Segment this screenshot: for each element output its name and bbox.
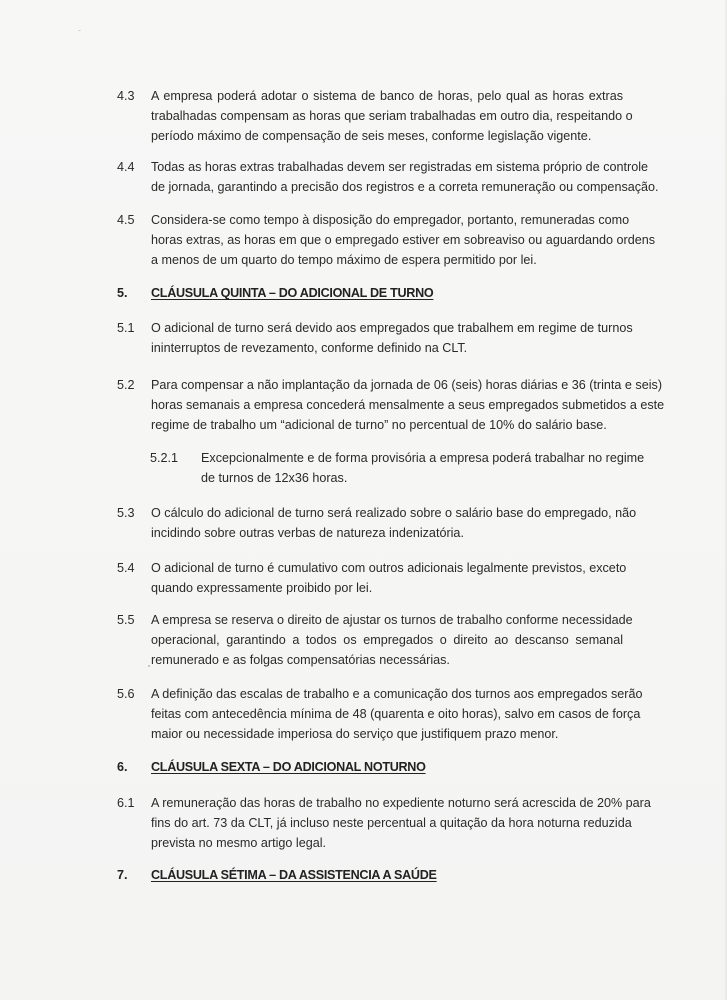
paragraph-text xyxy=(151,318,633,358)
clause-number: 7. xyxy=(117,868,128,882)
text-line: quando expressamente proibido por lei. xyxy=(151,581,373,595)
paragraph-number: 5.4 xyxy=(117,561,135,575)
text-line: operacional, garantindo a todos os empregados o direito ao descanso semanal xyxy=(151,633,623,647)
paragraph-text xyxy=(151,503,637,543)
paragraph-text xyxy=(151,558,627,598)
subparagraph-text xyxy=(201,448,645,488)
paragraph-number: 5.2 xyxy=(117,378,135,392)
paragraph-number: 5.3 xyxy=(117,506,135,520)
text-line: de jornada, garantindo a precisão dos registros e a correta remuneração ou compensação. xyxy=(151,180,659,194)
text-line: fins do art. 73 da CLT, já incluso neste percentual a quitação da hora noturna reduzida xyxy=(151,816,632,830)
text-line: ininterruptos de revezamento, conforme definido na CLT. xyxy=(151,341,468,355)
subparagraph-number: 5.2.1 xyxy=(150,451,179,465)
text-line: A empresa poderá adotar o sistema de banco de horas, pelo qual as horas extras xyxy=(151,89,623,103)
text-line: remunerado e as folgas compensatórias necessárias. xyxy=(151,653,450,667)
text-line: período máximo de compensação de seis meses, conforme legislação vigente. xyxy=(151,129,592,143)
text-line: prevista no mesmo artigo legal. xyxy=(151,836,326,850)
paragraph-text xyxy=(151,157,659,197)
text-line: regime de trabalho um “adicional de turno” no percentual de 10% do salário base. xyxy=(151,418,607,432)
text-line: A definição das escalas de trabalho e a comunicação dos turnos aos empregados serão xyxy=(151,687,643,701)
text-line: Excepcionalmente e de forma provisória a empresa poderá trabalhar no regime xyxy=(201,451,645,465)
text-line: horas semanais a empresa concederá mensalmente a seus empregados submetidos a este xyxy=(151,398,665,412)
text-line: O adicional de turno é cumulativo com outros adicionais legalmente previstos, exceto xyxy=(151,561,627,575)
text-line: de turnos de 12x36 horas. xyxy=(201,471,348,485)
text-line: A remuneração das horas de trabalho no expediente noturno será acrescida de 20% para xyxy=(151,796,651,810)
text-line: Todas as horas extras trabalhadas devem ser registradas em sistema próprio de controle xyxy=(151,160,648,174)
paragraph-text xyxy=(151,86,633,146)
paragraph-text xyxy=(151,210,656,270)
text-line: feitas com antecedência mínima de 48 (quarenta e oito horas), salvo em casos de força xyxy=(151,707,641,721)
clause-number: 5. xyxy=(117,286,128,300)
text-line: trabalhadas compensam as horas que seriam trabalhadas em outro dia, respeitando o xyxy=(151,109,633,123)
paragraph-number: 4.5 xyxy=(117,213,135,227)
paragraph-number: 6.1 xyxy=(117,796,135,810)
clause-title: CLÁUSULA QUINTA – DO ADICIONAL DE TURNO xyxy=(151,286,434,300)
paragraph-text xyxy=(151,684,643,744)
text-line: Considera-se como tempo à disposição do empregador, portanto, remuneradas como xyxy=(151,213,630,227)
paragraph-text xyxy=(151,793,651,853)
text-line: horas extras, as horas em que o empregado estiver em sobreaviso ou aguardando ordens xyxy=(151,233,656,247)
text-line: O cálculo do adicional de turno será realizado sobre o salário base do empregado, não xyxy=(151,506,637,520)
text-line: incidindo sobre outras verbas de natureza indenizatória. xyxy=(151,526,464,540)
text-line: O adicional de turno será devido aos empregados que trabalhem em regime de turnos xyxy=(151,321,633,335)
text-line: maior ou necessidade imperiosa do serviço que justifiquem prazo menor. xyxy=(151,727,559,741)
scan-speck xyxy=(78,30,81,31)
text-line: a menos de um quarto do tempo máximo de espera permitido por lei. xyxy=(151,253,537,267)
text-line: Para compensar a não implantação da jornada de 06 (seis) horas diárias e 36 (trinta e seis) xyxy=(151,378,663,392)
clause-number: 6. xyxy=(117,760,128,774)
paragraph-number: 4.3 xyxy=(117,89,135,103)
paragraph-number: 5.6 xyxy=(117,687,135,701)
paragraph-text xyxy=(151,610,633,670)
clause-title: CLÁUSULA SÉTIMA – DA ASSISTENCIA A SAÚDE xyxy=(151,868,437,882)
paragraph-text xyxy=(151,375,665,435)
paragraph-number: 5.1 xyxy=(117,321,135,335)
clause-title: CLÁUSULA SEXTA – DO ADICIONAL NOTURNO xyxy=(151,760,426,774)
paragraph-number: 5.5 xyxy=(117,613,135,627)
scan-speck xyxy=(148,665,150,667)
paragraph-number: 4.4 xyxy=(117,160,135,174)
text-line: A empresa se reserva o direito de ajustar os turnos de trabalho conforme necessidade xyxy=(151,613,633,627)
